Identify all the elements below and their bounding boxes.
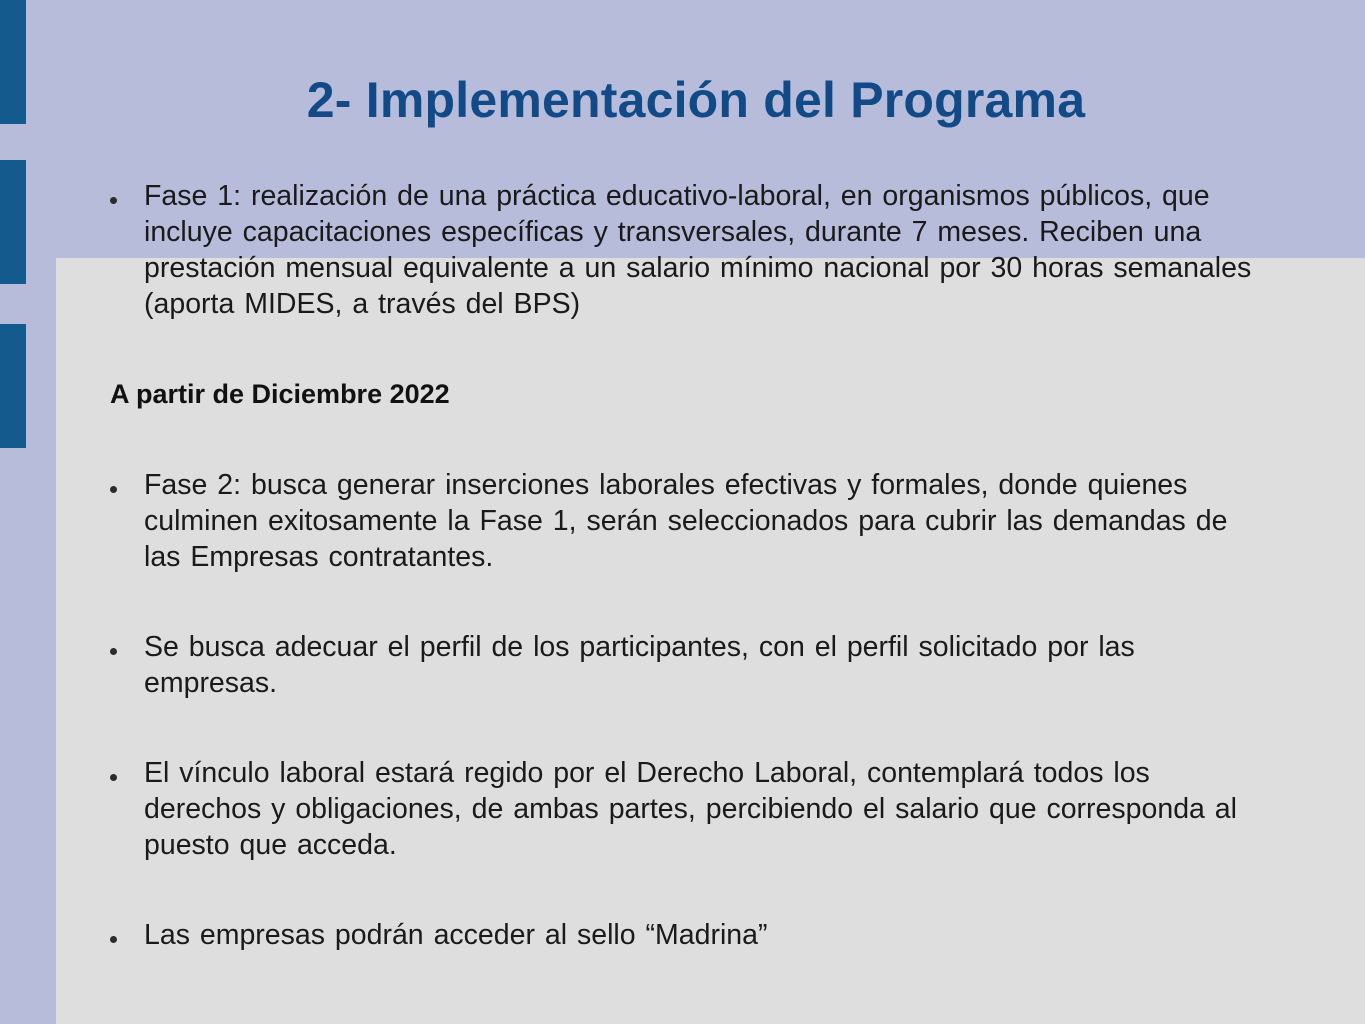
bullet-dot-icon	[110, 197, 117, 204]
left-accent-bar-middle	[0, 160, 26, 284]
bullet-text: Fase 1: realización de una práctica educativo-laboral, en organismos públicos, que incluye capacitaciones específicas y transversales, durante 7 meses. Reciben una prestación mensual equivalente a un salario mínimo nacional por 30 horas semanales (aporta MIDES, a través del BPS)	[144, 180, 1252, 320]
bullet-text: Se busca adecuar el perfil de los participantes, con el perfil solicitado por las empresas.	[144, 631, 1135, 699]
bullet-text: El vínculo laboral estará regido por el Derecho Laboral, contemplará todos los derechos y obligaciones, de ambas partes, percibiendo el salario que corresponda al puesto que acceda.	[144, 757, 1237, 861]
slide-title: 2- Implementación del Programa	[306, 72, 1086, 128]
bullet-dot-icon	[110, 486, 117, 493]
bullet-text: Fase 2: busca generar inserciones laborales efectivas y formales, donde quienes culminen exitosamente la Fase 1, serán seleccionados para cubrir las demandas de las Empresas contratantes.	[144, 469, 1228, 573]
left-accent-bar-bottom	[0, 324, 26, 448]
bullet-text: Las empresas podrán acceder al sello “Madrina”	[144, 919, 768, 951]
bullet-dot-icon	[110, 936, 117, 943]
bullet-dot-icon	[110, 648, 117, 655]
bullet-dot-icon	[110, 774, 117, 781]
section-subheading: A partir de Diciembre 2022	[110, 379, 450, 409]
